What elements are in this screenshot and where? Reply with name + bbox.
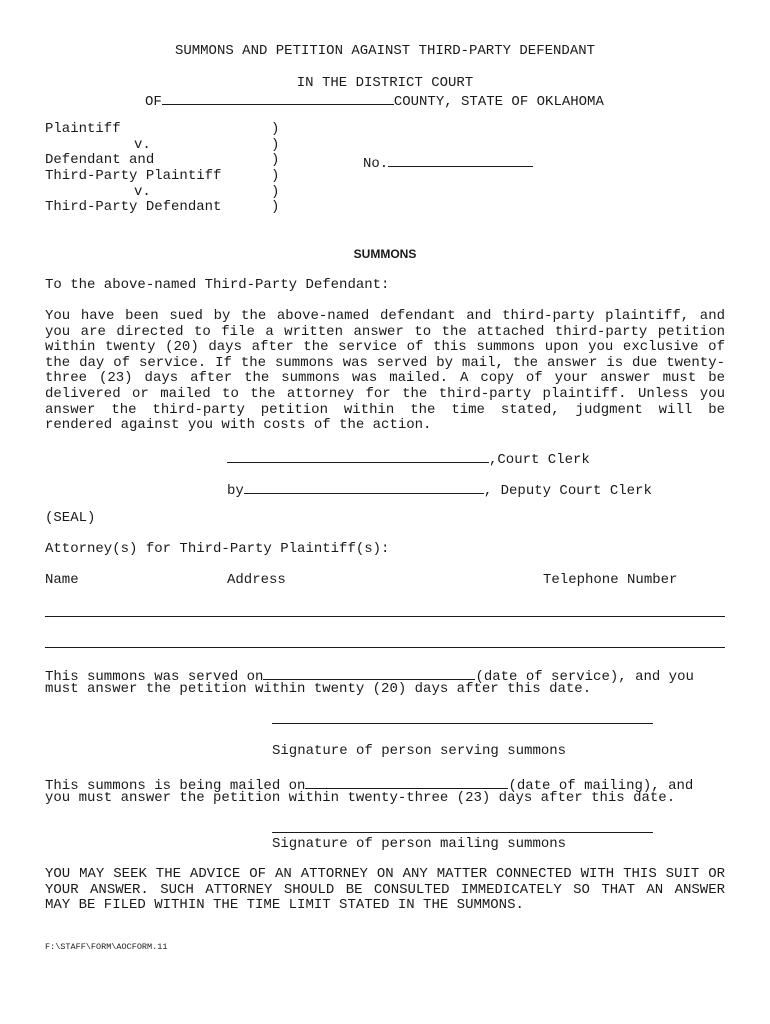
county-suffix: COUNTY, STATE OF OKLAHOMA: [393, 94, 604, 110]
caption-defendant: Defendant and: [45, 152, 155, 168]
caption-versus-1: v.: [134, 137, 151, 153]
caption-paren: ): [271, 137, 280, 153]
serving-signature-line[interactable]: [272, 723, 653, 724]
form-title: SUMMONS AND PETITION AGAINST THIRD-PARTY DEFENDANT: [174, 43, 596, 59]
date-of-mailing-blank[interactable]: [305, 775, 508, 789]
caption-paren: ): [271, 168, 280, 184]
attorney-heading: Attorney(s) for Third-Party Plaintiff(s):: [45, 541, 390, 557]
column-telephone: Telephone Number: [543, 572, 678, 588]
mailing-signature-line[interactable]: [272, 832, 653, 833]
case-number-label: No.: [363, 156, 389, 172]
court-clerk-blank[interactable]: [227, 449, 489, 463]
court-clerk-label: ,Court Clerk: [489, 452, 590, 468]
column-name: Name: [45, 572, 79, 588]
of-prefix: OF: [145, 94, 162, 110]
deputy-clerk-line: [227, 480, 652, 500]
date-of-service-blank[interactable]: [263, 666, 475, 680]
caption-plaintiff: Plaintiff: [45, 121, 121, 137]
caption-paren: ): [271, 184, 280, 200]
caption-third-party-defendant: Third-Party Defendant: [45, 199, 222, 215]
mailed-prefix: This summons is being mailed on: [45, 778, 306, 794]
court-clerk-line: [227, 449, 590, 469]
mailed-suffix: (date of mailing), and: [508, 778, 694, 794]
caption-third-party-plaintiff: Third-Party Plaintiff: [45, 168, 222, 184]
deputy-clerk-blank[interactable]: [244, 480, 484, 494]
column-address: Address: [227, 572, 286, 588]
salutation: To the above-named Third-Party Defendant:: [45, 277, 390, 293]
case-number-blank[interactable]: [388, 153, 533, 167]
served-suffix: (date of service), and you: [475, 669, 694, 685]
summons-body: You have been sued by the above-named defendant and third-party plaintiff, and you are directed to file a written answer to the attached third-party petition within twenty (20) days after the service of this summons upon you exclusive of the day of service. If the summons was served by mail, the answer is due twenty-three (23) days after the summons was mailed. A copy of your answer must be delivered or mailed to the attorney for the third-party plaintiff. Unless you answer the third-party petition within the time stated, judgment will be rendered against you with costs of the action.: [45, 308, 725, 434]
serving-signature-label: Signature of person serving summons: [272, 743, 567, 759]
county-blank[interactable]: [162, 91, 394, 105]
case-number: [363, 153, 533, 173]
seal-label: (SEAL): [45, 510, 96, 526]
caption-versus-2: v.: [134, 184, 151, 200]
served-line-2: must answer the petition within twenty (20) days after this date.: [45, 681, 592, 697]
summons-heading: SUMMONS: [353, 247, 417, 261]
mailing-signature-label: Signature of person mailing summons: [272, 836, 567, 852]
attorney-line-2[interactable]: [45, 647, 725, 648]
served-prefix: This summons was served on: [45, 669, 264, 685]
attorney-advice-notice: YOU MAY SEEK THE ADVICE OF AN ATTORNEY ON ANY MATTER CONNECTED WITH THIS SUIT OR YOUR ANSWER. SUCH ATTORNEY SHOULD BE CONSULTED IMMEDICATELY SO THAT AN ANSWER MAY BE FILED WITHIN THE TIME LIMIT STATED IN THE SUMMONS.: [45, 866, 725, 914]
attorney-line-1[interactable]: [45, 616, 725, 617]
court-name: IN THE DISTRICT COURT: [296, 75, 474, 91]
county-line: [145, 91, 604, 111]
mailed-line-2: you must answer the petition within twenty-three (23) days after this date.: [45, 790, 676, 806]
by-label: by: [227, 483, 244, 499]
caption-paren: ): [271, 152, 280, 168]
deputy-clerk-label: , Deputy Court Clerk: [483, 483, 652, 499]
form-file-path: F:\STAFF\FORM\AOCFORM.11: [45, 942, 168, 952]
caption-paren: ): [271, 121, 280, 137]
caption-paren: ): [271, 199, 280, 215]
